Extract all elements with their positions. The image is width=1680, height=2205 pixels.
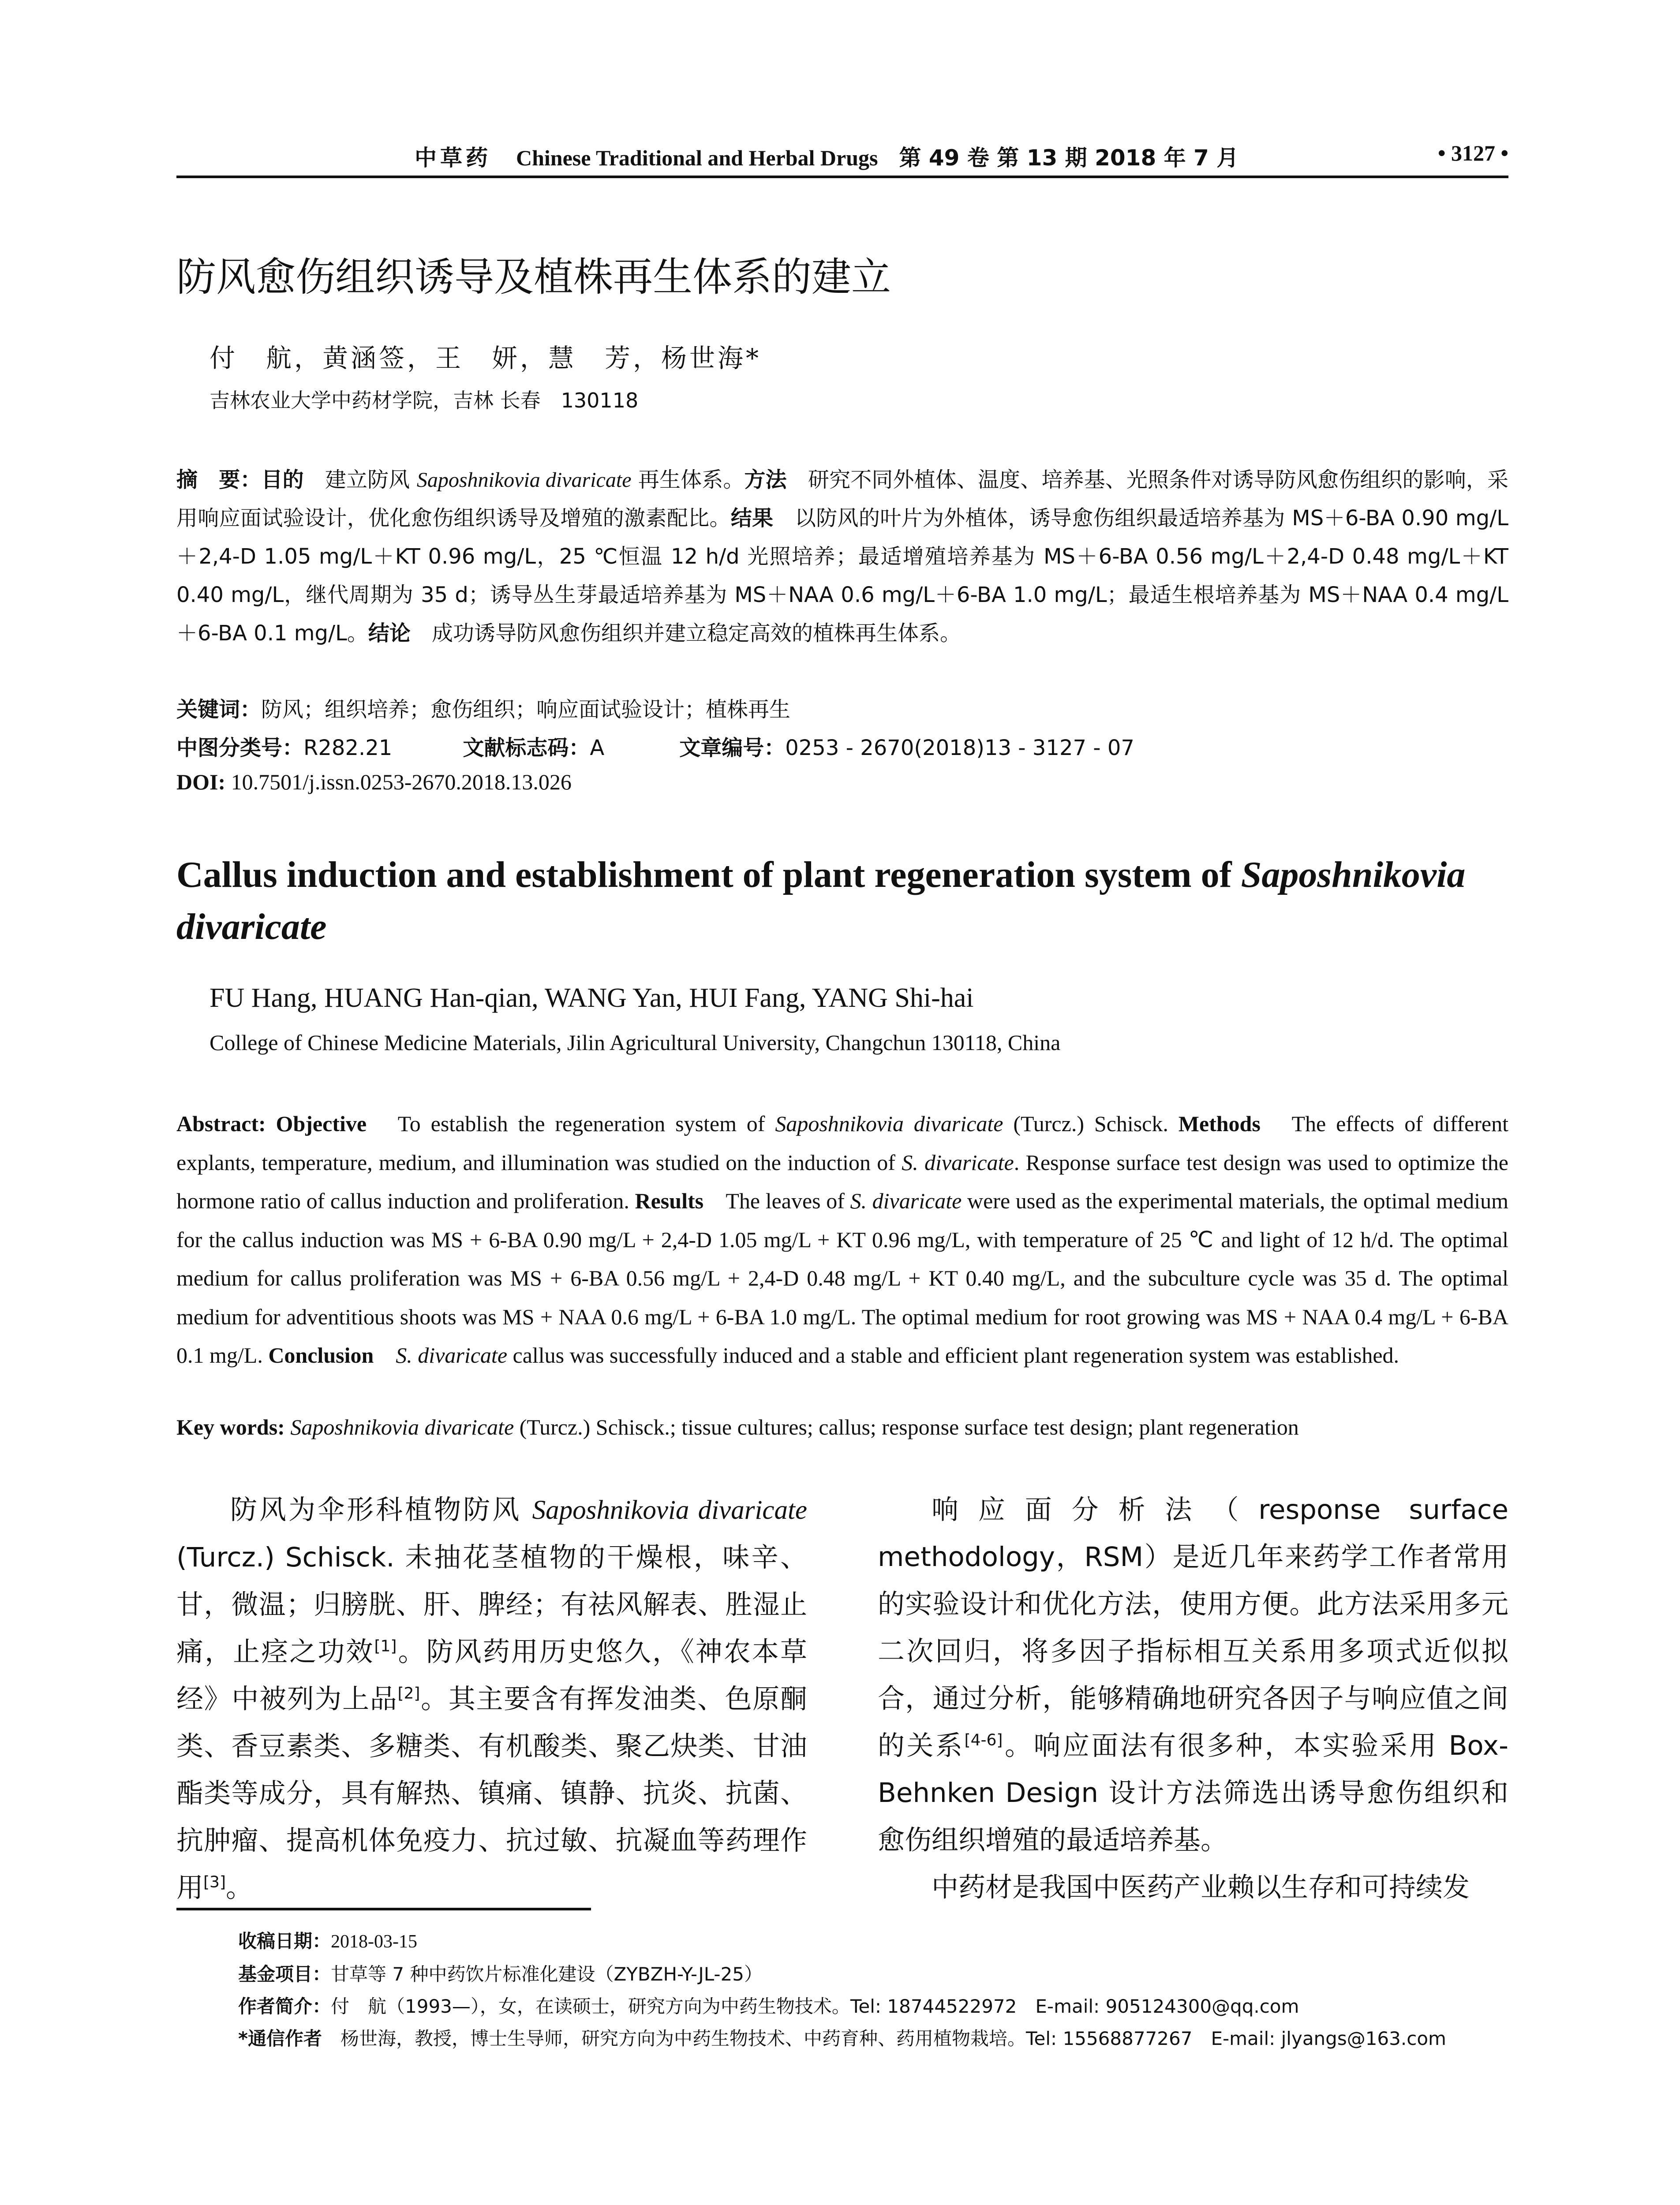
results-label-en: Results bbox=[635, 1188, 704, 1213]
paper-title-cn: 防风愈伤组织诱导及植株再生体系的建立 bbox=[176, 254, 891, 300]
methods-text-en-a: The effects of different explants, temperature, medium, and illumination was studied on the induction of bbox=[176, 1111, 1508, 1175]
intro-paragraph-1 bbox=[176, 1486, 807, 1911]
running-header bbox=[176, 140, 1508, 178]
intro-paragraph-3: 中药材是我国中医药产业赖以生存和可持续发 bbox=[932, 1872, 1470, 1903]
intro-text-c: 。防风药用历史悠久，《神农本草经》中被列为上品 bbox=[176, 1636, 807, 1715]
citation-ref[interactable]: [2] bbox=[397, 1684, 420, 1703]
article-no-value: 0253 - 2670(2018)13 - 3127 - 07 bbox=[785, 736, 1134, 760]
clc-value: R282.21 bbox=[303, 736, 393, 760]
abstract-label-cn: 摘 要： bbox=[176, 467, 262, 492]
abstract-en bbox=[176, 1105, 1508, 1375]
objective-species-cn: Saposhnikovia divaricate bbox=[416, 468, 632, 492]
footnote-author bbox=[238, 1990, 1446, 2022]
results-text-en-a: The leaves of bbox=[703, 1188, 850, 1213]
objective-label-cn: 目的 bbox=[261, 467, 304, 492]
fund-text: 甘草等 7 种中药饮片标准化建设（ZYBZH-Y-JL-25） bbox=[331, 1963, 763, 1985]
objective-text-cn-a: 建立防风 bbox=[303, 467, 417, 492]
conclusion-species-en: S. divaricate bbox=[374, 1343, 508, 1368]
doi-label: DOI: bbox=[176, 770, 226, 794]
abstract-cn bbox=[176, 461, 1508, 653]
journal-issue: 第 49 卷 第 13 期 2018 年 7 月 bbox=[899, 145, 1239, 171]
objective-species-en: Saposhnikovia divaricate bbox=[775, 1111, 1003, 1136]
keywords-label-cn: 关键词： bbox=[176, 697, 262, 722]
rsm-text-b: 。响应面法有很多种，本实验采用 Box-Behnken Design 设计方法筛选出诱导愈伤组织和愈伤组织增殖的最适培养基。 bbox=[878, 1730, 1508, 1856]
footnote-received bbox=[238, 1925, 1446, 1958]
results-species-en: S. divaricate bbox=[850, 1188, 962, 1213]
objective-text-cn-b: 再生体系。 bbox=[631, 467, 745, 492]
paper-title-en-text: Callus induction and establishment of plant regeneration system of bbox=[176, 854, 1241, 895]
corresponding-label: *通信作者 bbox=[238, 2028, 322, 2049]
results-text-cn: 以防风的叶片为外植体，诱导愈伤组织最适培养基为 MS＋6-BA 0.90 mg/L＋2,4-D 1.05 mg/L＋KT 0.96 mg/L，25 ℃恒温 12 h/d 光照培养；最适增殖培养基为 MS＋6-BA 0.56 mg/L＋2,4-D 0.48 mg/L＋KT 0.40 mg/L，继代周期为 35 d；诱导丛生芽最适培养基为 MS＋NAA 0.6 mg/L＋6-BA 1.0 mg/L；最适生根培养基为 MS＋NAA 0.4 mg/L＋6-BA 0.1 mg/L。 bbox=[176, 506, 1508, 646]
authors-en: FU Hang, HUANG Han-qian, WANG Yan, HUI Fang, YANG Shi-hai bbox=[210, 983, 974, 1013]
doi-link[interactable]: 10.7501/j.issn.0253-2670.2018.13.026 bbox=[225, 770, 572, 794]
received-label: 收稿日期： bbox=[238, 1930, 331, 1952]
results-label-cn: 结果 bbox=[730, 506, 774, 531]
keywords-cn bbox=[176, 692, 790, 723]
intro-paragraph-2 bbox=[878, 1486, 1508, 1864]
intro-text-d: 。其主要含有挥发油类、色原酮类、香豆素类、多糖类、有机酸类、聚乙炔类、甘油酯类等成分，具有解热、镇痛、镇静、抗炎、抗菌、抗肿瘤、提高机体免疫力、抗过敏、抗凝血等药理作用 bbox=[176, 1683, 807, 1903]
citation-ref[interactable]: [1] bbox=[374, 1637, 397, 1656]
body-column-right bbox=[878, 1486, 1508, 1911]
conclusion-label-cn: 结论 bbox=[368, 621, 411, 646]
journal-name-en: Chinese Traditional and Herbal Drugs bbox=[516, 146, 878, 170]
rsm-text-a: 响应面分析法（response surface methodology，RSM）是近几年来药学工作者常用的实验设计和优化方法，使用方便。此方法采用多元二次回归，将多因子指标相互关系用多项式近似拟合，通过分析，能够精确地研究各因子与响应值之间的关系 bbox=[878, 1494, 1508, 1761]
paper-title-en-species: Saposhnikovia divaricate bbox=[176, 854, 1466, 947]
authors-cn: 付 航，黄涵签，王 妍，慧 芳，杨世海* bbox=[210, 343, 762, 373]
intro-text-b: (Turcz.) Schisck. 未抽花茎植物的干燥根，味辛、甘，微温；归膀胱、肝、脾经；有祛风解表、胜湿止痛，止痉之功效 bbox=[176, 1542, 807, 1667]
footnotes bbox=[238, 1925, 1446, 2055]
affiliation-cn: 吉林农业大学中药材学院，吉林 长春 130118 bbox=[210, 389, 639, 412]
results-text-en-b: were used as the experimental materials, the optimal medium for the callus induction was MS + 6-BA 0.90 mg/L + 2,4-D 1.05 mg/L + KT 0.96 mg/L, with temperature of 25 ℃ and light of 12 h/d. The optimal medium for callus proliferation was MS + 6-BA 0.56 mg/L + 2,4-D 0.48 mg/L + KT 0.40 mg/L, and the subculture cycle was 35 d. The optimal medium for adventitious shoots was MS + NAA 0.6 mg/L + 6-BA 1.0 mg/L. The optimal medium for root growing was MS + NAA 0.4 mg/L + 6-BA 0.1 mg/L. bbox=[176, 1188, 1508, 1368]
conclusion-text-cn: 成功诱导防风愈伤组织并建立稳定高效的植株再生体系。 bbox=[410, 621, 961, 646]
classification-line bbox=[176, 731, 1134, 761]
keywords-en bbox=[176, 1414, 1544, 1440]
affiliation-en: College of Chinese Medicine Materials, Jilin Agricultural University, Changchun 130118, China bbox=[210, 1030, 1061, 1055]
paper-title-en bbox=[176, 849, 1522, 953]
page-number: • 3127 • bbox=[1437, 141, 1508, 165]
footnote-divider bbox=[176, 1908, 591, 1910]
keywords-text-cn: 防风；组织培养；愈伤组织；响应面试验设计；植株再生 bbox=[261, 697, 791, 722]
keywords-text-en: (Turcz.) Schisck.; tissue cultures; callus; response surface test design; plant regeneration bbox=[514, 1415, 1299, 1439]
methods-text-en-b: . Response surface test design was used to optimize the hormone ratio of callus induction and proliferation. bbox=[176, 1150, 1508, 1213]
corresponding-text: 杨世海，教授，博士生导师，研究方向为中药生物技术、中药育种、药用植物栽培。Tel: 15568877267 E-mail: jlyangs@163.com bbox=[322, 2028, 1446, 2049]
doi-line bbox=[176, 769, 572, 795]
conclusion-text-en: callus was successfully induced and a stable and efficient plant regeneration system was established. bbox=[507, 1343, 1399, 1368]
intro-text-a: 防风为伞形科植物防风 bbox=[230, 1494, 532, 1525]
doc-code-value: A bbox=[590, 736, 605, 760]
objective-text-en-b: (Turcz.) Schisck. bbox=[1003, 1111, 1179, 1136]
author-bio-label: 作者简介： bbox=[238, 1996, 331, 2017]
article-no-label: 文章编号： bbox=[679, 736, 786, 760]
methods-text-cn: 研究不同外植体、温度、培养基、光照条件对诱导防风愈伤组织的影响，采用响应面试验设计，优化愈伤组织诱导及增殖的激素配比。 bbox=[176, 467, 1508, 531]
intro-text-e: 。 bbox=[226, 1872, 253, 1903]
clc-label: 中图分类号： bbox=[176, 736, 304, 760]
methods-label-en: Methods bbox=[1178, 1111, 1261, 1136]
keywords-label-en: Key words: bbox=[176, 1415, 285, 1439]
citation-ref[interactable]: [3] bbox=[203, 1873, 226, 1891]
body-column-left bbox=[176, 1486, 807, 1911]
intro-species: Saposhnikovia divaricate bbox=[532, 1495, 807, 1525]
objective-text-en-a: To establish the regeneration system of bbox=[367, 1111, 775, 1136]
citation-ref[interactable]: [4-6] bbox=[964, 1731, 1003, 1749]
doc-code-label: 文献标志码： bbox=[463, 736, 590, 760]
received-date: 2018-03-15 bbox=[331, 1932, 417, 1952]
author-bio-text: 付 航（1993—），女，在读硕士，研究方向为中药生物技术。Tel: 18744522972 E-mail: 905124300@qq.com bbox=[331, 1996, 1299, 2017]
abstract-label-en: Abstract: Objective bbox=[176, 1111, 367, 1136]
footnote-fund bbox=[238, 1958, 1446, 1990]
header-journal-info bbox=[415, 140, 1238, 172]
keywords-species-en: Saposhnikovia divaricate bbox=[284, 1415, 514, 1439]
footnote-corresponding bbox=[238, 2022, 1446, 2055]
fund-label: 基金项目： bbox=[238, 1963, 331, 1985]
methods-species-en: S. divaricate bbox=[902, 1150, 1014, 1175]
methods-label-cn: 方法 bbox=[744, 467, 787, 492]
conclusion-label-en: Conclusion bbox=[268, 1343, 374, 1368]
journal-logo-cn: 中草药 bbox=[415, 145, 491, 171]
